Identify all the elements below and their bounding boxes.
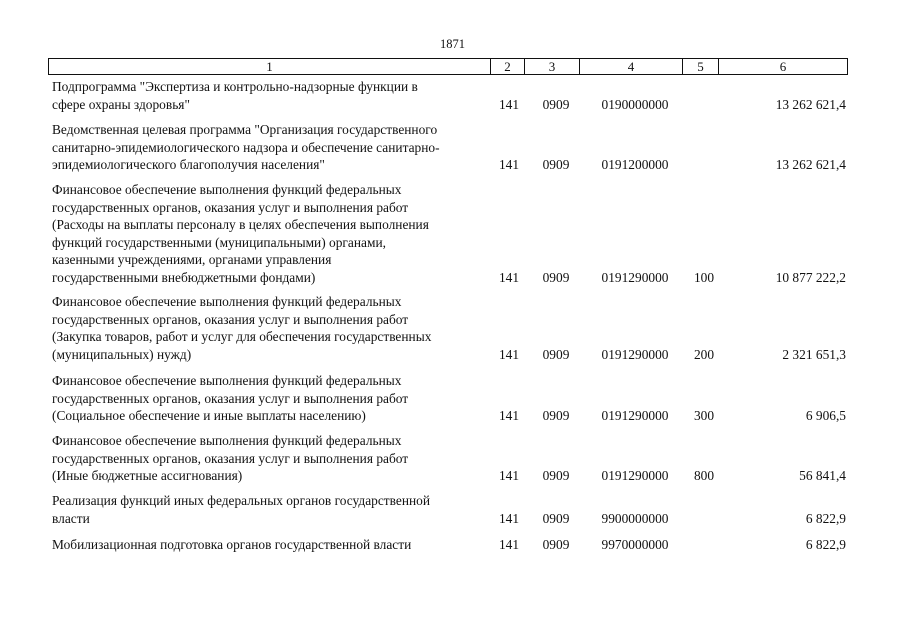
- row-rz: 0909: [542, 269, 570, 285]
- table-row: [0, 78, 905, 113]
- row-vr: 100: [693, 269, 715, 285]
- header-col-2: 2: [491, 59, 525, 74]
- table-row: [0, 293, 905, 363]
- page-number: 1871: [440, 37, 465, 51]
- row-rz: 0909: [542, 468, 570, 483]
- row-rz: 0909: [542, 157, 570, 172]
- row-name: Мобилизационная подготовка органов государственной власти: [52, 537, 412, 552]
- row-csr: 0191290000: [601, 269, 669, 285]
- row-sum: 13 262 621,4: [775, 96, 846, 112]
- row-csr: 0191200000: [601, 157, 669, 172]
- row-ved: 141: [498, 510, 520, 526]
- table-row: [0, 492, 905, 527]
- row-sum: 56 841,4: [799, 468, 846, 483]
- row-sum: 10 877 222,2: [775, 269, 846, 285]
- row-rz: 0909: [542, 537, 570, 552]
- table-row: [0, 432, 905, 485]
- row-csr: 9970000000: [601, 537, 669, 552]
- row-ved: 141: [498, 269, 520, 285]
- row-name: Ведомственная целевая программа "Организация государственного санитарно-эпидемиологического надзора и обеспечение санитарно- эпидемиологического благополучия населения": [52, 122, 440, 172]
- row-csr: 0191290000: [601, 346, 669, 362]
- row-ved: 141: [498, 537, 520, 552]
- row-name: Финансовое обеспечение выполнения функций федеральных государственных органов, оказания услуг и выполнения работ (Закупка товаров, работ и услуг для обеспечения государственных (муниципальных) нужд): [52, 294, 432, 362]
- header-col-1: 1: [49, 59, 491, 74]
- row-name: Финансовое обеспечение выполнения функций федеральных государственных органов, оказания услуг и выполнения работ (Иные бюджетные ассигнования): [52, 433, 409, 483]
- row-vr: 200: [693, 346, 715, 362]
- row-csr: 0190000000: [601, 96, 669, 112]
- row-ved: 141: [498, 157, 520, 172]
- row-csr: 0191290000: [601, 468, 669, 483]
- row-sum: 6 822,9: [805, 510, 846, 526]
- row-name: Подпрограмма "Экспертиза и контрольно-надзорные функции в сфере охраны здоровья": [52, 79, 418, 112]
- row-vr: 300: [693, 408, 715, 423]
- row-sum: 6 906,5: [805, 408, 846, 423]
- row-ved: 141: [498, 468, 520, 483]
- row-ved: 141: [498, 408, 520, 423]
- row-csr: 9900000000: [601, 510, 669, 526]
- table-row: [0, 121, 905, 174]
- header-col-5: 5: [683, 59, 719, 74]
- row-rz: 0909: [542, 96, 570, 112]
- table-header: [48, 58, 848, 75]
- row-vr: 800: [693, 468, 715, 483]
- header-col-3: 3: [525, 59, 580, 74]
- row-name: Финансовое обеспечение выполнения функций федеральных государственных органов, оказания услуг и выполнения работ (Расходы на выплаты персоналу в целях обеспечения выполнения функций государственными (муниципальными) органами, казенными учреждениями, органами управления государственными внебюджетными фондами): [52, 182, 429, 285]
- row-csr: 0191290000: [601, 408, 669, 423]
- row-rz: 0909: [542, 408, 570, 423]
- row-sum: 6 822,9: [805, 537, 846, 552]
- row-name: Реализация функций иных федеральных органов государственной власти: [52, 493, 431, 526]
- row-sum: 13 262 621,4: [775, 157, 846, 172]
- row-name: Финансовое обеспечение выполнения функций федеральных государственных органов, оказания услуг и выполнения работ (Социальное обеспечение и иные выплаты населению): [52, 373, 409, 423]
- table-row: [0, 372, 905, 425]
- row-rz: 0909: [542, 346, 570, 362]
- row-sum: 2 321 651,3: [782, 346, 846, 362]
- table-row: [0, 181, 905, 286]
- row-ved: 141: [498, 96, 520, 112]
- row-rz: 0909: [542, 510, 570, 526]
- header-col-6: 6: [779, 59, 787, 74]
- header-col-4: 4: [580, 59, 683, 74]
- table-row: [0, 536, 905, 554]
- row-ved: 141: [498, 346, 520, 362]
